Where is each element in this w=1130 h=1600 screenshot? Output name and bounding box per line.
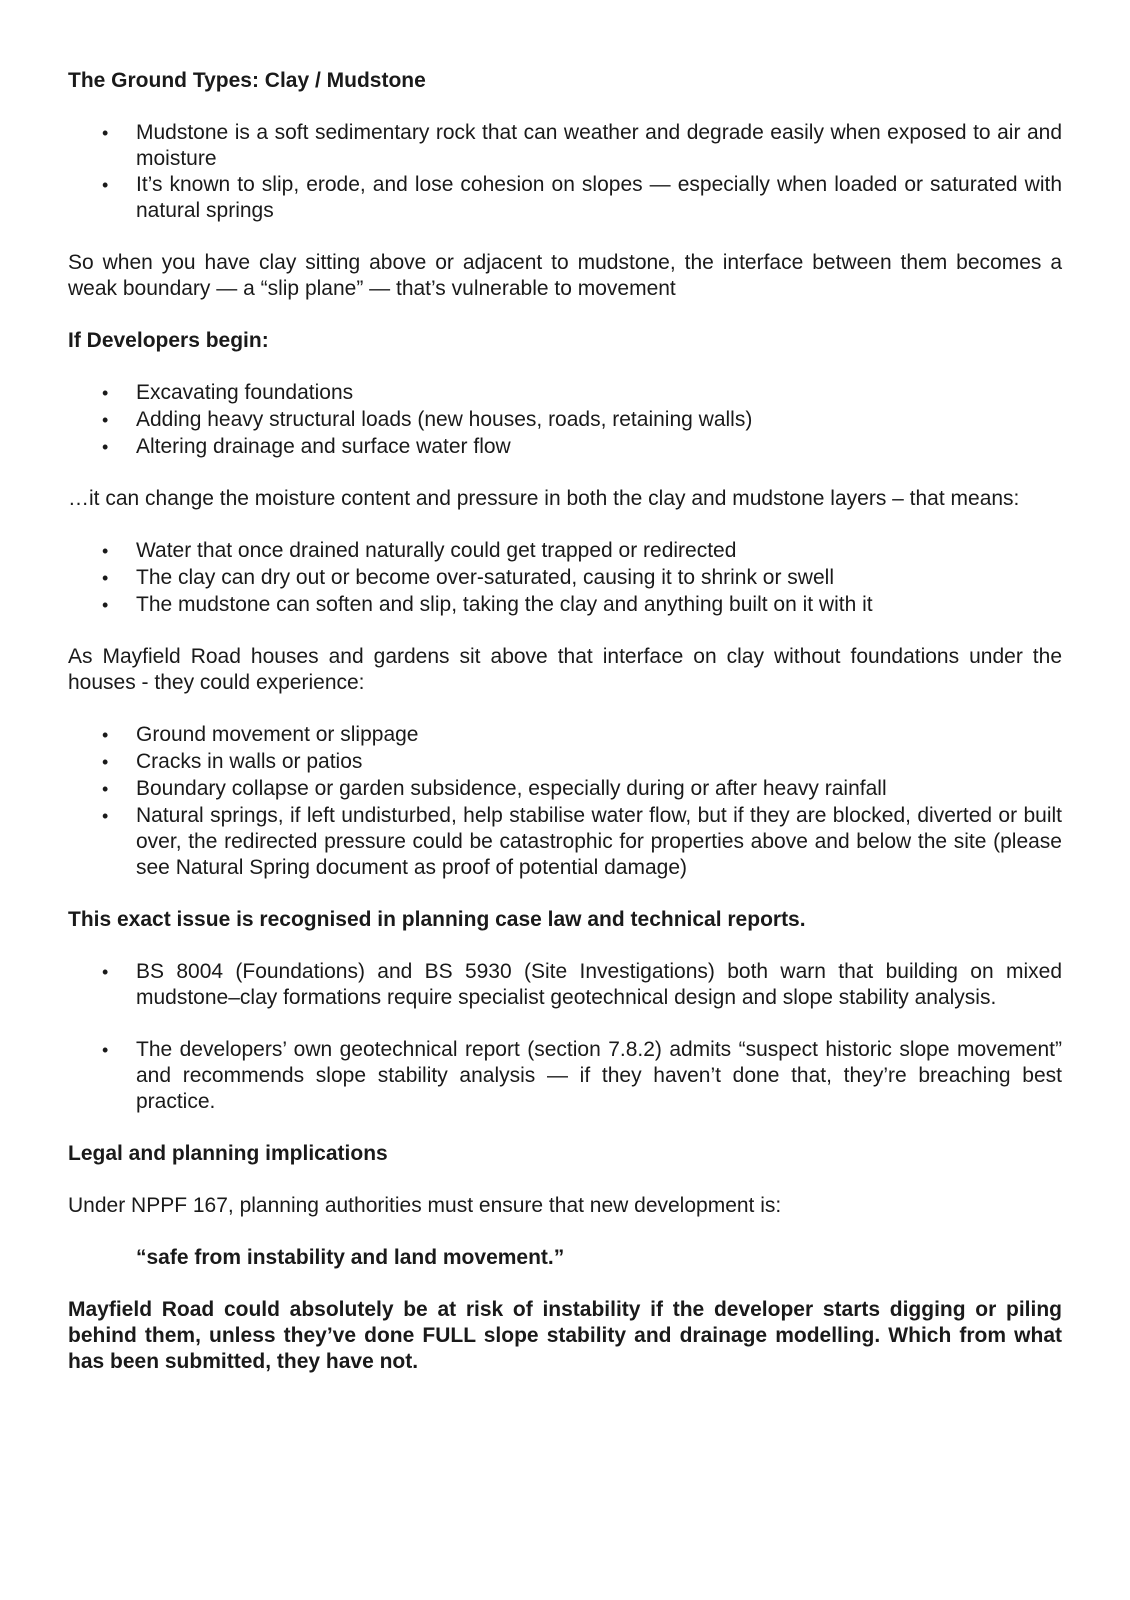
slip-plane-paragraph: So when you have clay sitting above or adjacent to mudstone, the interface between them becomes a weak boundary — a “slip plane” — that’s vulnerable to movement bbox=[68, 251, 1062, 300]
consequence-paragraph: …it can change the moisture content and pressure in both the clay and mudstone layers – that means: bbox=[68, 487, 1020, 510]
bullet-icon: • bbox=[102, 175, 109, 195]
bullet-icon: • bbox=[102, 410, 109, 430]
developer-actions-list bbox=[68, 380, 1062, 460]
mayfield-risks-list bbox=[68, 722, 1062, 881]
list-item: • The developers’ own geotechnical report (section 7.8.2) admits “suspect historic slope movement” and recommends slope stability analysis — if they haven’t done that, they’re breaching best practice. bbox=[102, 1038, 1062, 1113]
list-item: • Water that once drained naturally could get trapped or redirected bbox=[102, 539, 737, 562]
list-item: • Ground movement or slippage bbox=[102, 723, 419, 746]
bullet-icon: • bbox=[102, 806, 109, 826]
conclusion-paragraph: Mayfield Road could absolutely be at risk of instability if the developer starts digging or piling behind them, unless they’ve done FULL slope stability and drainage modelling. Which from what has been submitted, they have not. bbox=[68, 1298, 1062, 1373]
list-item: • Mudstone is a soft sedimentary rock that can weather and degrade easily when exposed to air and moisture bbox=[102, 121, 1062, 170]
bullet-icon: • bbox=[102, 779, 109, 799]
bullet-icon: • bbox=[102, 1040, 109, 1060]
list-item: • The mudstone can soften and slip, taking the clay and anything built on it with it bbox=[102, 593, 873, 616]
list-item: • Boundary collapse or garden subsidence, especially during or after heavy rainfall bbox=[102, 777, 887, 800]
list-item: • BS 8004 (Foundations) and BS 5930 (Site Investigations) both warn that building on mixed mudstone–clay formations require specialist geotechnical design and slope stability analysis. bbox=[102, 960, 1062, 1009]
case-law-heading: This exact issue is recognised in planning case law and technical reports. bbox=[68, 908, 806, 931]
developers-heading: If Developers begin: bbox=[68, 329, 269, 352]
mayfield-intro-paragraph: As Mayfield Road houses and gardens sit above that interface on clay without foundations under the houses - they could experience: bbox=[68, 645, 1062, 694]
list-item: • Excavating foundations bbox=[102, 381, 354, 404]
bullet-icon: • bbox=[102, 123, 109, 143]
list-item: • The clay can dry out or become over-saturated, causing it to shrink or swell bbox=[102, 566, 834, 589]
list-item: • Altering drainage and surface water flow bbox=[102, 435, 511, 458]
legal-heading: Legal and planning implications bbox=[68, 1142, 388, 1165]
bullet-icon: • bbox=[102, 962, 109, 982]
bullet-icon: • bbox=[102, 437, 109, 457]
bullet-icon: • bbox=[102, 595, 109, 615]
list-item: • Natural springs, if left undisturbed, help stabilise water flow, but if they are blocked, diverted or built over, the redirected pressure could be catastrophic for properties above and below the site (please see Natural Spring document as proof of potential damage) bbox=[102, 804, 1062, 879]
list-item: • Adding heavy structural loads (new houses, roads, retaining walls) bbox=[102, 408, 753, 431]
ground-types-heading: The Ground Types: Clay / Mudstone bbox=[68, 69, 426, 92]
bullet-icon: • bbox=[102, 541, 109, 561]
bullet-icon: • bbox=[102, 725, 109, 745]
nppf-quote: “safe from instability and land movement.” bbox=[136, 1246, 565, 1269]
nppf-paragraph: Under NPPF 167, planning authorities must ensure that new development is: bbox=[68, 1194, 782, 1217]
document-page bbox=[68, 68, 1062, 1375]
bullet-icon: • bbox=[102, 752, 109, 772]
ground-types-list bbox=[68, 120, 1062, 224]
bullet-icon: • bbox=[102, 383, 109, 403]
bullet-icon: • bbox=[102, 568, 109, 588]
list-item: • It’s known to slip, erode, and lose cohesion on slopes — especially when loaded or saturated with natural springs bbox=[102, 173, 1062, 222]
list-item: • Cracks in walls or patios bbox=[102, 750, 363, 773]
effects-list bbox=[68, 538, 1062, 618]
case-law-list bbox=[68, 959, 1062, 1115]
